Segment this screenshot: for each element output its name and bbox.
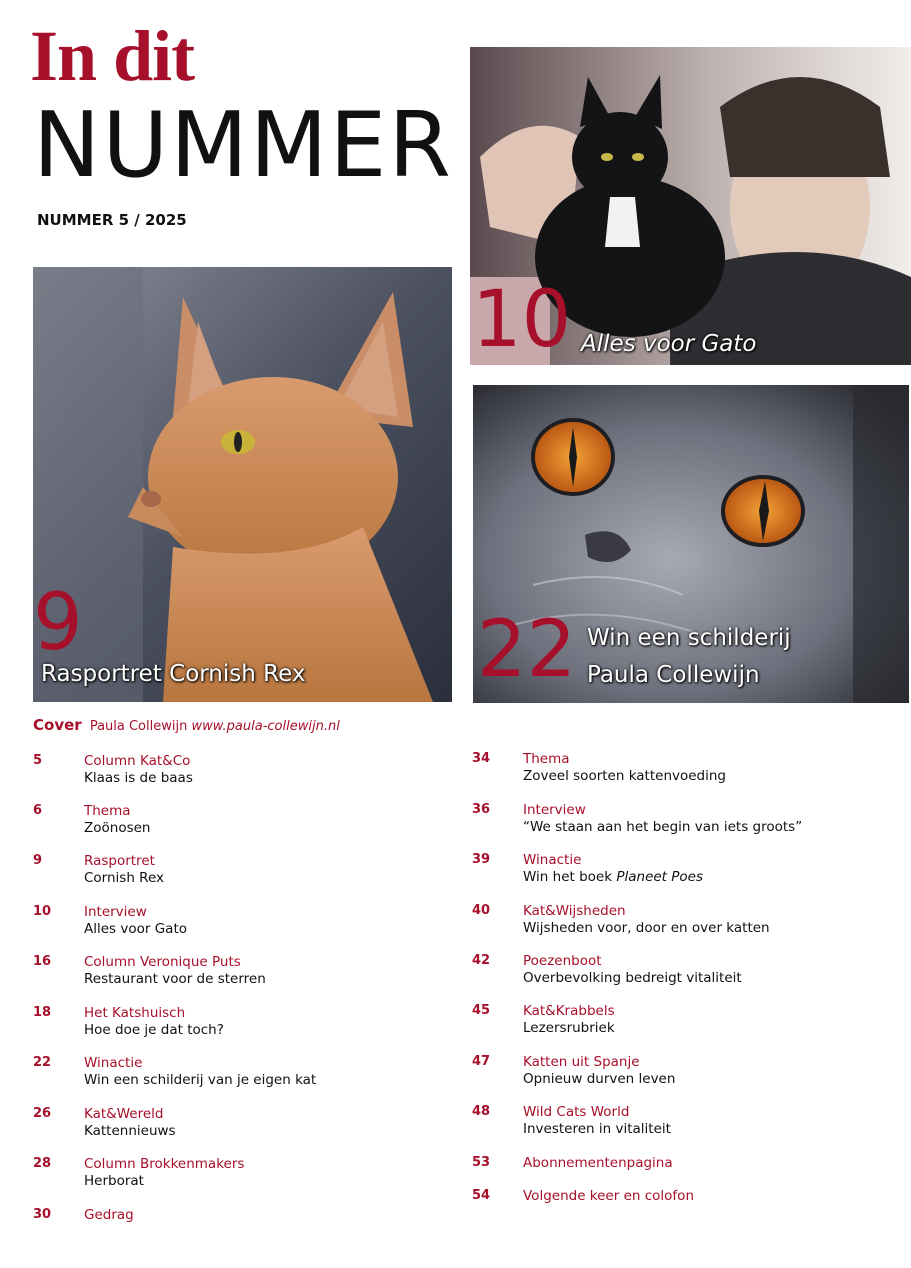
cornish-rex-image [33,267,452,702]
toc-page: 10 [33,904,52,919]
toc-entry[interactable] [472,1155,892,1175]
toc-entry[interactable] [33,1156,453,1196]
toc-category: Kat&Krabbels [523,1003,615,1019]
toc-entry[interactable] [472,1003,892,1043]
toc-title: Hoe doe je dat toch? [84,1022,224,1038]
toc-title-book: Planeet Poes [616,869,703,885]
toc-title: Kattennieuws [84,1123,176,1139]
toc-category: Poezenboot [523,953,602,969]
toc-entry[interactable] [472,1104,892,1144]
toc-page: 47 [472,1054,491,1069]
feature-title-painting-line2: Paula Collewijn [587,662,760,688]
toc-title: Zoönosen [84,820,151,836]
toc-category: Kat&Wijsheden [523,903,626,919]
toc-category: Rasportret [84,853,155,869]
toc-category: Winactie [84,1055,143,1071]
toc-page: 48 [472,1104,491,1119]
toc-page: 34 [472,751,491,766]
toc-category: Kat&Wereld [84,1106,164,1122]
toc-page: 45 [472,1003,491,1018]
toc-page: 40 [472,903,491,918]
cover-credit [33,716,340,734]
toc-entry[interactable] [472,903,892,943]
toc-entry[interactable] [33,1207,453,1227]
toc-entry[interactable] [33,904,453,944]
toc-entry[interactable] [33,853,453,893]
toc-category: Katten uit Spanje [523,1054,640,1070]
cover-label: Cover [33,716,82,734]
toc-entry[interactable] [33,803,453,843]
toc-entry[interactable] [472,802,892,842]
toc-entry[interactable] [33,753,453,793]
issue-number: NUMMER 5 / 2025 [37,211,187,229]
toc-title-text: Win het boek [523,869,617,885]
toc-page: 30 [33,1207,52,1222]
toc-title: Restaurant voor de sterren [84,971,266,987]
toc-page: 53 [472,1155,491,1170]
toc-page: 5 [33,753,43,768]
toc-title: Alles voor Gato [84,921,188,937]
toc-category: Abonnementenpagina [523,1155,673,1171]
toc-category: Volgende keer en colofon [523,1188,694,1204]
cover-url[interactable]: www.paula-collewijn.nl [191,719,340,734]
toc-title: Zoveel soorten kattenvoeding [523,768,727,784]
title-line-2: NUMMER [33,93,453,198]
toc-page: 39 [472,852,491,867]
toc-category: Het Katshuisch [84,1005,186,1021]
feature-title-cornish-rex: Rasportret Cornish Rex [41,661,306,687]
toc-page: 54 [472,1188,491,1203]
toc-page: 26 [33,1106,52,1121]
toc-entry[interactable] [33,954,453,994]
feature-photo-painting[interactable] [473,385,909,703]
toc-title: Lezersrubriek [523,1020,615,1036]
toc-entry[interactable] [472,953,892,993]
feature-page-9: 9 [33,578,83,668]
toc-entry[interactable] [472,1054,892,1094]
title-line-1: In dit [30,16,195,96]
toc-category: Thema [523,751,570,767]
toc-page: 42 [472,953,491,968]
toc-category: Interview [523,802,586,818]
toc-category: Thema [84,803,131,819]
feature-photo-cornish-rex[interactable] [33,267,452,702]
toc-category: Winactie [523,852,582,868]
feature-page-10: 10 [472,275,572,365]
toc-title: Wijsheden voor, door en over katten [523,920,770,936]
toc-title: Opnieuw durven leven [523,1071,676,1087]
toc-title: Cornish Rex [84,870,165,886]
toc-entry[interactable] [472,852,892,892]
toc-category: Wild Cats World [523,1104,630,1120]
toc-title: Investeren in vitaliteit [523,1121,671,1137]
toc-page: 36 [472,802,491,817]
toc-category: Column Brokkenmakers [84,1156,245,1172]
toc-category: Column Veronique Puts [84,954,241,970]
toc-category: Interview [84,904,147,920]
cover-photographer: Paula Collewijn [89,719,188,734]
toc-entry[interactable] [33,1055,453,1095]
toc-category: Column Kat&Co [84,753,191,769]
toc-title: Overbevolking bedreigt vitaliteit [523,970,742,986]
toc-title [523,869,703,885]
toc-category: Gedrag [84,1207,134,1223]
toc-page: 28 [33,1156,52,1171]
toc-page: 18 [33,1005,52,1020]
toc-title: Herborat [84,1173,144,1189]
toc-entry[interactable] [33,1106,453,1146]
feature-title-gato: Alles voor Gato [581,331,757,357]
toc-entry[interactable] [472,751,892,791]
toc-title: Klaas is de baas [84,770,193,786]
toc-entry[interactable] [472,1188,892,1208]
toc-page: 22 [33,1055,52,1070]
feature-title-painting-line1: Win een schilderij [587,625,791,651]
feature-page-22: 22 [477,605,577,695]
toc-entry[interactable] [33,1005,453,1045]
toc-page: 9 [33,853,43,868]
toc-title: “We staan aan het begin van iets groots” [523,819,803,835]
toc-title: Win een schilderij van je eigen kat [84,1072,317,1088]
toc-page: 6 [33,803,43,818]
feature-photo-gato[interactable] [470,47,911,365]
toc-page: 16 [33,954,52,969]
